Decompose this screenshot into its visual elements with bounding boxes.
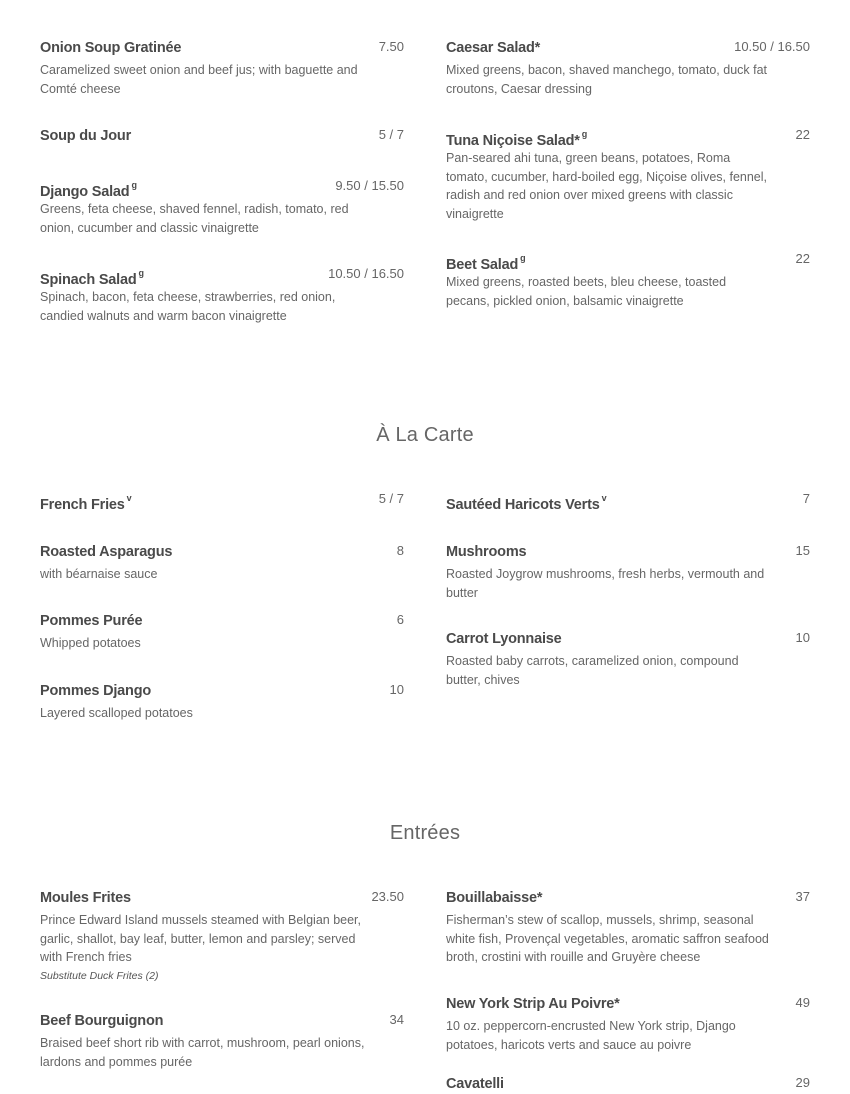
- menu-item: [40, 888, 404, 1011]
- entrees-right-column: [446, 888, 810, 1094]
- item-description: Whipped potatoes: [40, 636, 141, 650]
- item-name: Moules Frites: [40, 890, 131, 906]
- item-name: Cavatelli: [446, 1076, 504, 1092]
- item-description: Greens, feta cheese, shaved fennel, radish, tomato, red onion, cucumber and classic vinaigrette: [40, 202, 349, 235]
- a-la-carte-heading: À La Carte: [376, 424, 474, 446]
- item-description: Roasted baby carrots, caramelized onion, compound butter, chives: [446, 654, 739, 687]
- item-price: 6: [396, 612, 404, 627]
- item-note: Substitute Duck Frites (2): [40, 969, 159, 982]
- item-name: Django Salad $^g$: [40, 180, 137, 200]
- item-description: Layered scalloped potatoes: [40, 706, 193, 720]
- item-price: 10.50 / 16.50: [328, 266, 404, 281]
- item-name: New York Strip Au Poivre*: [446, 996, 620, 1012]
- menu-item: [446, 38, 810, 126]
- menu-item: [446, 629, 810, 689]
- menu-item: [40, 38, 404, 126]
- menu-item: [40, 611, 404, 681]
- menu-item: [40, 681, 404, 723]
- item-price: 5 / 7: [378, 491, 404, 506]
- item-name: Spinach Salad $^g$: [40, 268, 144, 288]
- item-description: Spinach, bacon, feta cheese, strawberries, red onion, candied walnuts and warm bacon vinaigrette: [40, 290, 336, 323]
- item-price: 15: [795, 543, 810, 558]
- item-price: 10: [389, 682, 404, 697]
- item-price: 34: [389, 1012, 404, 1027]
- soups-salads-left-column: [40, 38, 404, 325]
- item-price: 10.50 / 16.50: [734, 39, 810, 54]
- item-price: 37: [795, 889, 810, 904]
- item-price: 10: [795, 630, 810, 645]
- item-description: Mixed greens, roasted beets, bleu cheese, toasted pecans, pickled onion, balsamic vinaigrette: [446, 275, 727, 308]
- item-description: Fisherman’s stew of scallop, mussels, shrimp, seasonal white fish, Provençal vegetables, aromatic saffron seafood broth, crostini with rouille and Gruyère cheese: [446, 913, 769, 964]
- a-la-carte-left-column: [40, 490, 404, 723]
- item-name: Bouillabaisse*: [446, 890, 543, 906]
- dietary-marker: g: [131, 180, 137, 190]
- item-price: 9.50 / 15.50: [335, 178, 404, 193]
- dietary-marker: g: [138, 268, 144, 278]
- item-name: Mushrooms: [446, 544, 527, 560]
- item-description: Mixed greens, bacon, shaved manchego, tomato, duck fat croutons, Caesar dressing: [446, 63, 768, 96]
- item-description: Pan-seared ahi tuna, green beans, potatoes, Roma tomato, cucumber, hard-boiled egg, Niçoise olives, fennel, radish and red onion over mixed greens with classic vinaigrette: [446, 151, 768, 221]
- menu-item: [40, 177, 404, 265]
- item-name: Beef Bourguignon: [40, 1013, 164, 1029]
- item-price: 5 / 7: [378, 127, 404, 142]
- item-description: Roasted Joygrow mushrooms, fresh herbs, vermouth and butter: [446, 567, 765, 600]
- menu-item: [446, 1074, 810, 1094]
- item-description: Prince Edward Island mussels steamed with Belgian beer, garlic, shallot, bay leaf, butter, lemon and parsley; served with French fries: [40, 913, 361, 964]
- item-name: Pommes Purée: [40, 613, 143, 629]
- a-la-carte-right-column: [446, 490, 810, 689]
- item-name: Roasted Asparagus: [40, 544, 173, 560]
- menu-item: [40, 1011, 404, 1071]
- item-price: 23.50: [371, 889, 404, 904]
- item-name: Tuna Niçoise Salad* $^g$: [446, 129, 588, 149]
- dietary-marker: v: [126, 493, 132, 503]
- item-price: 29: [795, 1075, 810, 1090]
- item-name: Onion Soup Gratinée: [40, 40, 182, 56]
- menu-item: [40, 126, 404, 177]
- dietary-marker: v: [601, 493, 607, 503]
- item-name: Pommes Django: [40, 683, 152, 699]
- item-price: 22: [795, 127, 810, 142]
- menu-item: [446, 994, 810, 1074]
- dietary-marker: g: [581, 129, 588, 139]
- item-price: 49: [795, 995, 810, 1010]
- menu-item: [446, 126, 810, 250]
- menu-item: [40, 265, 404, 325]
- menu-item: [446, 250, 810, 310]
- menu-item: [446, 542, 810, 629]
- item-name: Soup du Jour: [40, 128, 132, 144]
- item-description: Braised beef short rib with carrot, mushroom, pearl onions, lardons and pommes purée: [40, 1036, 365, 1069]
- menu-item: [40, 490, 404, 542]
- entrees-left-column: [40, 888, 404, 1071]
- menu-item: [40, 542, 404, 611]
- item-price: 8: [396, 543, 404, 558]
- item-description: with béarnaise sauce: [40, 567, 158, 581]
- item-name: Carrot Lyonnaise: [446, 631, 562, 647]
- entrees-heading: Entrées: [389, 822, 461, 844]
- menu-item: [446, 888, 810, 994]
- item-name: Caesar Salad*: [446, 40, 541, 56]
- item-name: Beet Salad $^g$: [446, 253, 526, 273]
- menu-item: [446, 490, 810, 542]
- item-price: 7: [802, 491, 810, 506]
- soups-salads-right-column: [446, 38, 810, 310]
- item-description: 10 oz. peppercorn-encrusted New York strip, Django potatoes, haricots verts and sauce au poivre: [446, 1019, 736, 1052]
- item-name: Sautéed Haricots Verts $^v$: [446, 493, 607, 513]
- item-name: French Fries $^v$: [40, 493, 132, 513]
- item-description: Caramelized sweet onion and beef jus; with baguette and Comté cheese: [40, 63, 358, 96]
- dietary-marker: g: [520, 253, 526, 263]
- item-price: 7.50: [378, 39, 404, 54]
- item-price: 22: [795, 251, 810, 266]
